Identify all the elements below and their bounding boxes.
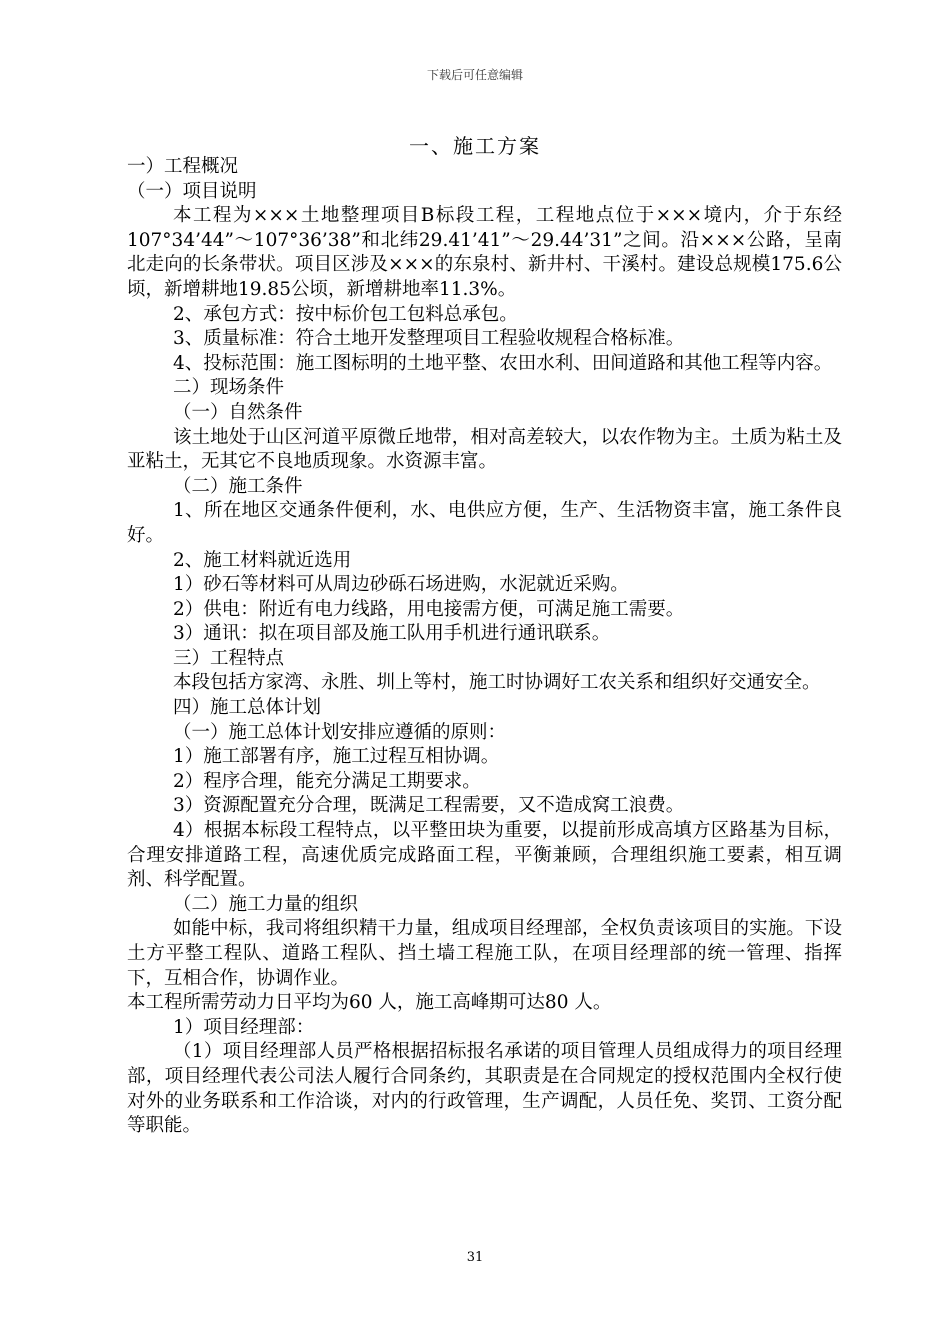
paragraph: （一）施工总体计划安排应遵循的原则： (173, 721, 507, 743)
paragraph: 三）工程特点 (173, 647, 285, 669)
paragraph: 四）施工总体计划 (173, 697, 322, 719)
paragraph: 一）工程概况 (127, 156, 239, 177)
paragraph: 3）通讯：拟在项目部及施工队用手机进行通讯联系。 (173, 623, 611, 645)
page-number: 31 (466, 1250, 484, 1265)
paragraph: 1）施工部署有序，施工过程互相协调。 (173, 746, 500, 768)
paragraph: 1）项目经理部： (173, 1016, 315, 1038)
paragraph: 2、施工材料就近选用 (173, 549, 352, 571)
paragraph: 二）现场条件 (173, 377, 285, 399)
paragraph: 2）程序合理，能充分满足工期要求。 (173, 770, 481, 792)
page-title: 一、施工方案 (409, 134, 541, 158)
paragraph: 3、质量标准：符合土地开发整理项目工程验收规程合格标准。 (173, 328, 685, 350)
paragraph: 如能中标，我司将组织精干力量，组成项目经理部，全权负责该项目的实施。下设土方平整工程队、道路工程队、挡土墙工程施工队，在项目经理部的统一管理、指挥下，互相合作，协调作业。 (127, 918, 842, 989)
paragraph: （一）项目说明 (127, 180, 257, 202)
header-note: 下载后可任意编辑 (426, 68, 523, 82)
paragraph: （1）项目经理部人员严格根据招标报名承诺的项目管理人员组成得力的项目经理部，项目经理代表公司法人履行合同条约，其职责是在合同规定的授权范围内全权行使对外的业务联系和工作洽谈，对内的行政管理，生产调配，人员任免、奖罚、工资分配等职能。 (127, 1041, 842, 1137)
paragraph: （二）施工力量的组织 (173, 893, 359, 915)
paragraph: 2、承包方式：按中标价包工包料总承包。 (173, 303, 518, 325)
paragraph: 该土地处于山区河道平原微丘地带，相对高差较大，以农作物为主。土质为粘土及亚粘土，无其它不良地质现象。水资源丰富。 (127, 426, 842, 473)
document-body (127, 155, 842, 1139)
paragraph: 本工程所需劳动力日平均为60 人，施工高峰期可达80 人。 (127, 992, 612, 1014)
paragraph: 3）资源配置充分合理，既满足工程需要，又不造成窝工浪费。 (173, 795, 685, 817)
paragraph: （一）自然条件 (173, 401, 303, 423)
paragraph: 4、投标范围：施工图标明的土地平整、农田水利、田间道路和其他工程等内容。 (173, 352, 833, 374)
paragraph: 本工程为×××土地整理项目B标段工程，工程地点位于×××境内，介于东经107°34’44”～107°36’38”和北纬29.41’41”～29.44’31”之间。沿×××公路，呈南北走向的长条带状。项目区涉及×××的东泉村、新井村、干溪村。建设总规模175.6公顷，新增耕地19.85公顷，新增耕地率11.3%。 (127, 205, 842, 300)
paragraph: 本段包括方家湾、永胜、圳上等村，施工时协调好工农关系和组织好交通安全。 (173, 672, 821, 694)
paragraph: 4）根据本标段工程特点，以平整田块为重要，以提前形成高填方区路基为目标，合理安排道路工程，高速优质完成路面工程，平衡兼顾，合理组织施工要素，相互调剂、科学配置。 (127, 820, 842, 891)
paragraph: （二）施工条件 (173, 475, 303, 497)
paragraph: 1）砂石等材料可从周边砂砾石场进购，水泥就近采购。 (173, 574, 629, 596)
paragraph: 2）供电：附近有电力线路，用电接需方便，可满足施工需要。 (173, 598, 685, 620)
paragraph: 1、所在地区交通条件便利，水、电供应方便，生产、生活物资丰富，施工条件良好。 (127, 500, 842, 546)
